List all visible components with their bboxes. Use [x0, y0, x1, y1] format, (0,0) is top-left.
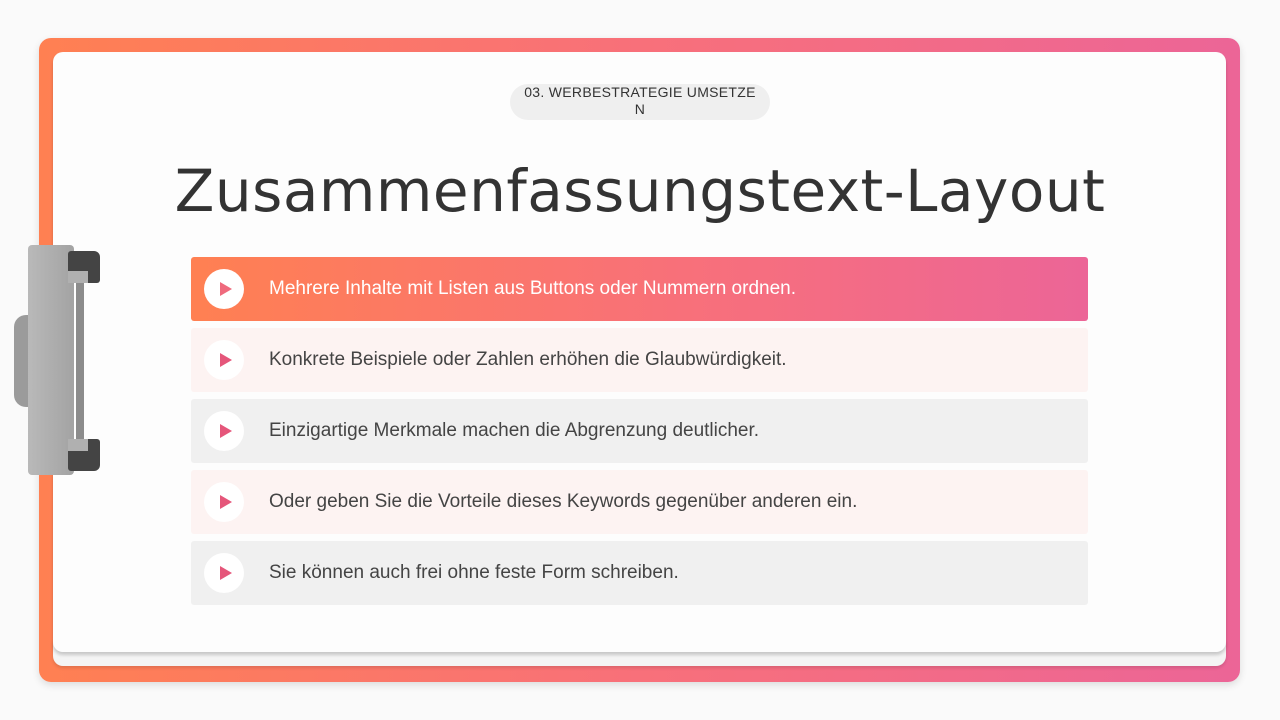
list-item-label: Oder geben Sie die Vorteile dieses Keywords gegenüber anderen ein. [269, 491, 858, 512]
clipboard-clip-icon [14, 245, 102, 477]
clip-cap-top [68, 251, 100, 283]
list-item[interactable] [191, 328, 1088, 392]
page-title: Zusammenfassungstext-Layout [174, 157, 1106, 225]
play-icon [204, 482, 244, 522]
clip-cap-bottom [68, 439, 100, 471]
play-icon [204, 553, 244, 593]
list-item-label: Konkrete Beispiele oder Zahlen erhöhen die Glaubwürdigkeit. [269, 349, 787, 370]
clip-rail [76, 265, 84, 455]
summary-list [191, 257, 1088, 612]
play-icon [204, 411, 244, 451]
list-item-label: Mehrere Inhalte mit Listen aus Buttons oder Nummern ordnen. [269, 278, 796, 299]
play-icon [204, 269, 244, 309]
play-icon [204, 340, 244, 380]
list-item[interactable] [191, 257, 1088, 321]
list-item-label: Einzigartige Merkmale machen die Abgrenzung deutlicher. [269, 420, 760, 441]
list-item[interactable] [191, 541, 1088, 605]
list-item-label: Sie können auch frei ohne feste Form schreiben. [269, 562, 679, 583]
section-badge: 03. WERBESTRATEGIE UMSETZEN [510, 84, 770, 120]
list-item[interactable] [191, 399, 1088, 463]
list-item[interactable] [191, 470, 1088, 534]
